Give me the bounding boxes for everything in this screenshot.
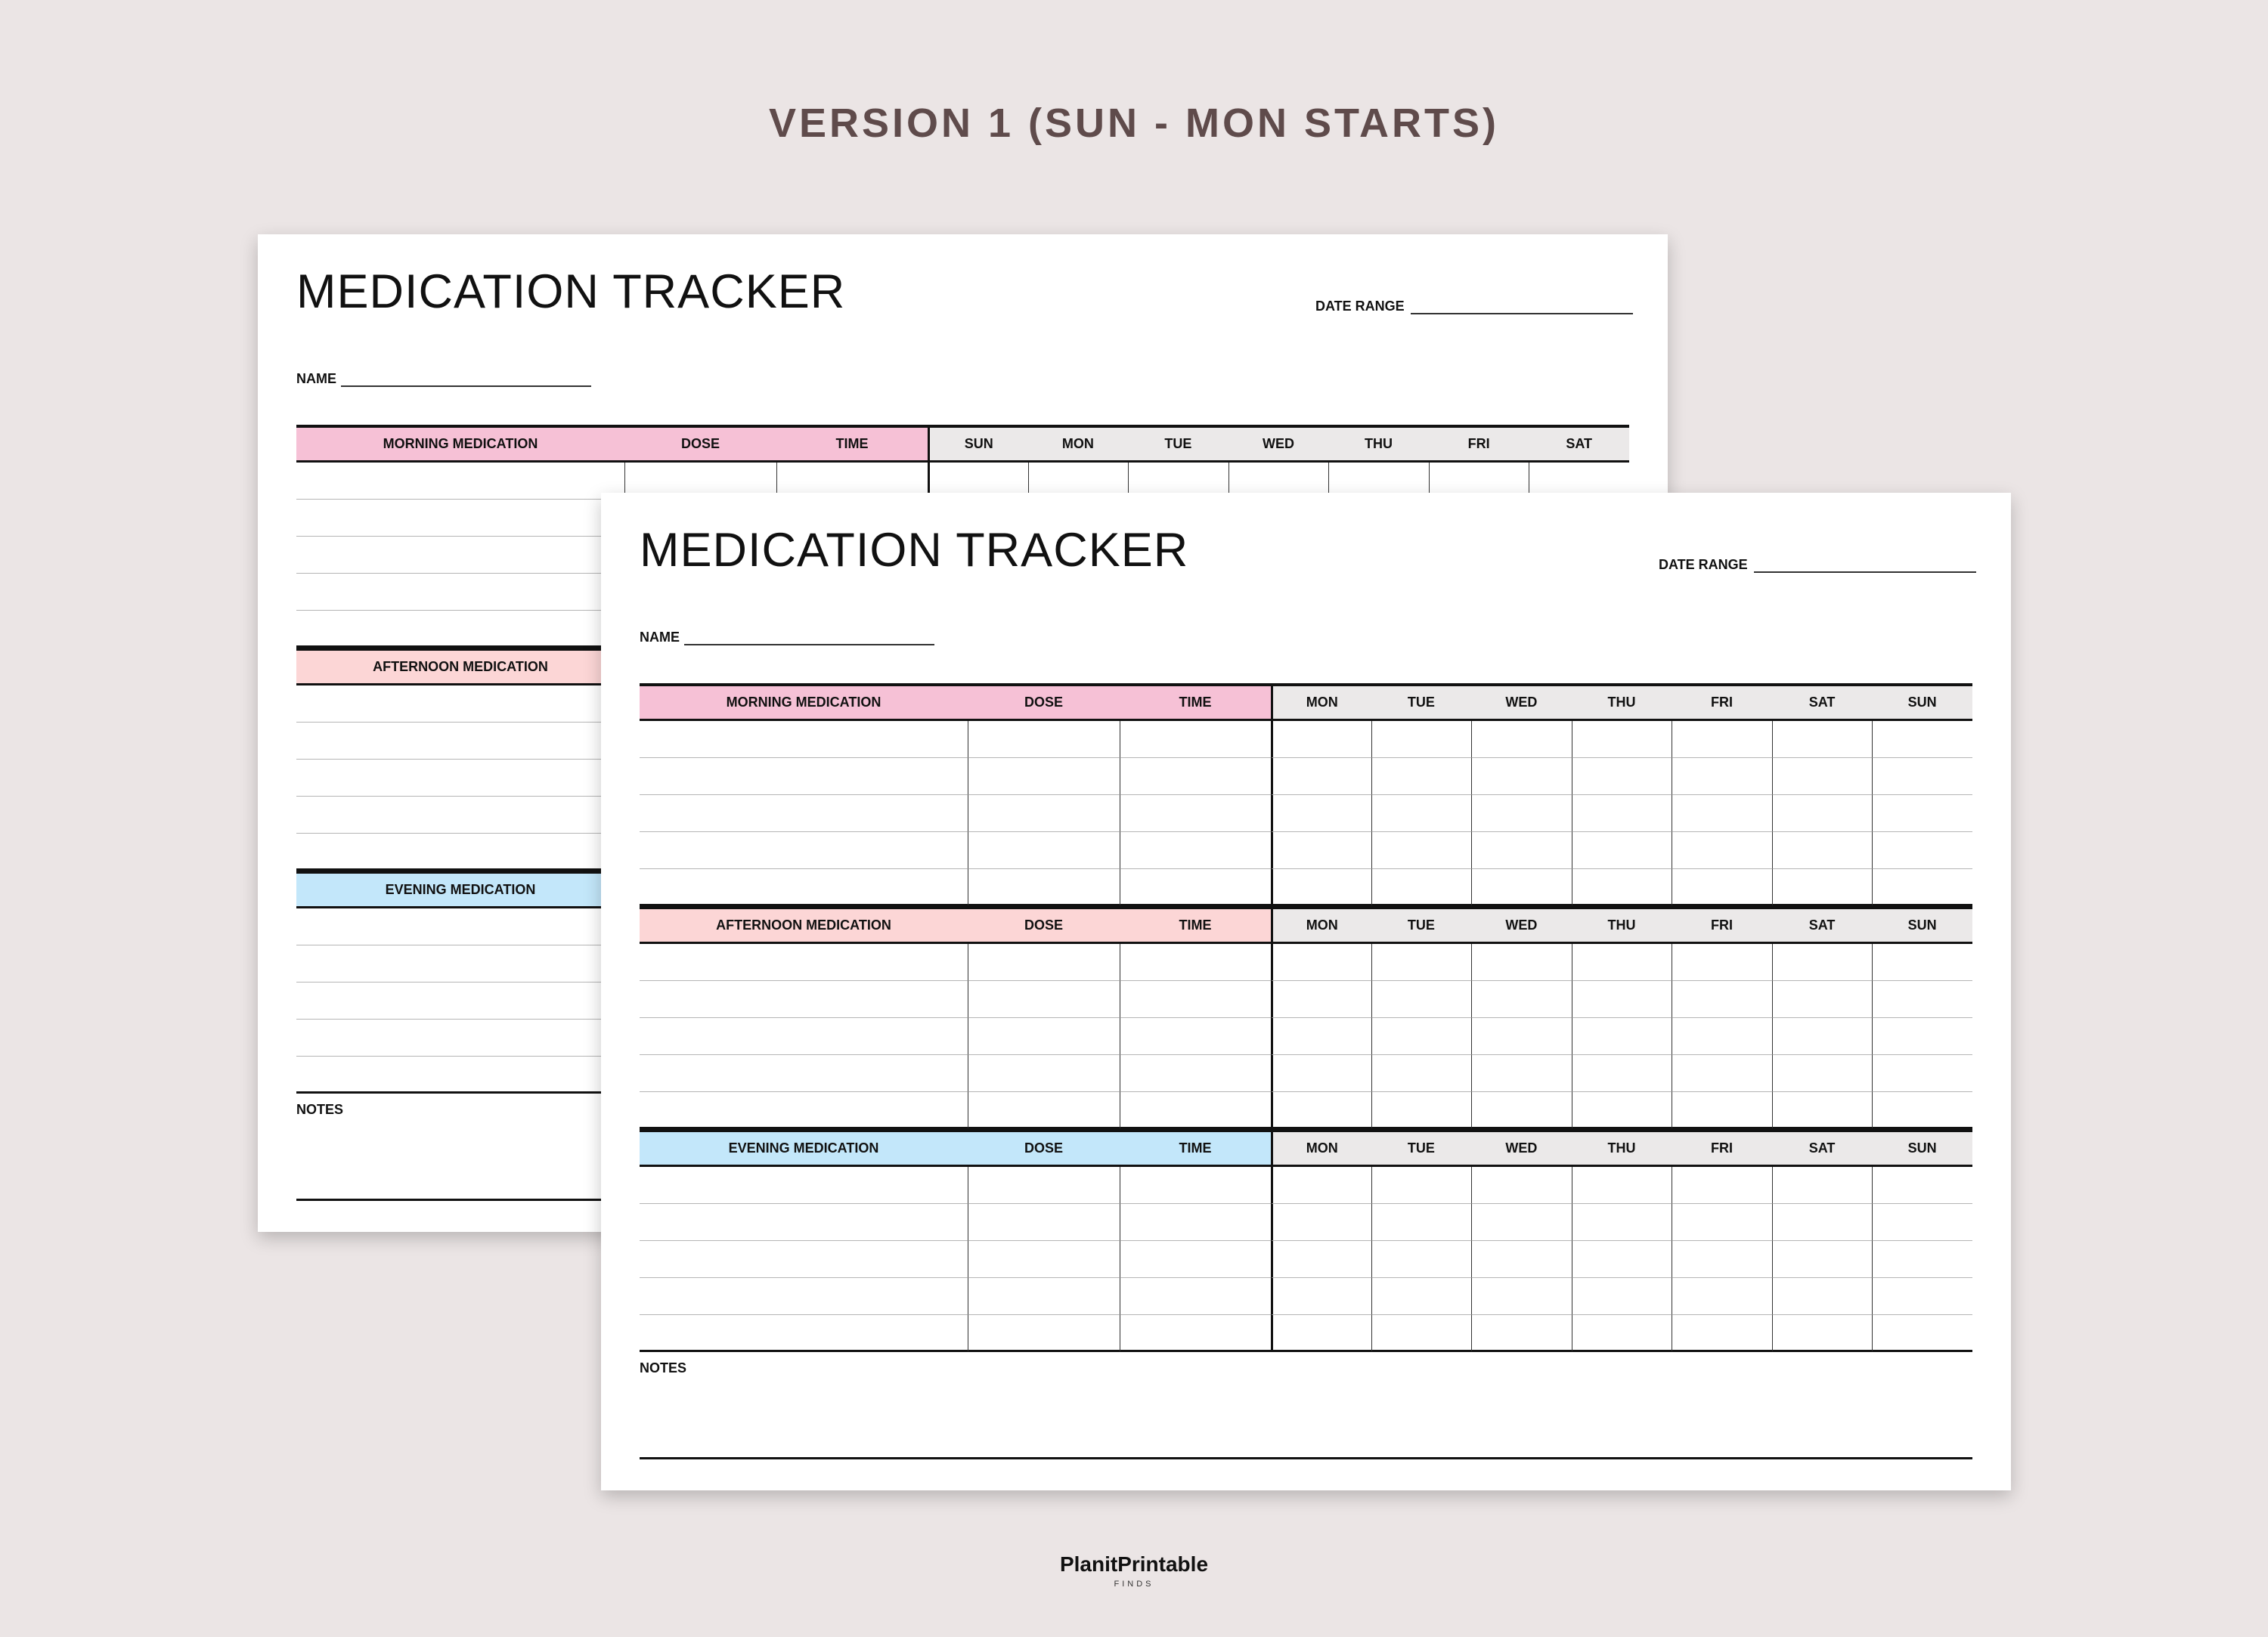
dose-cell[interactable] — [968, 944, 1120, 981]
page-headline: VERSION 1 (SUN - MON STARTS) — [768, 101, 1500, 146]
day-checkbox-cell[interactable] — [1772, 1092, 1873, 1129]
day-checkbox-cell[interactable] — [1872, 1167, 1972, 1204]
day-header: THU — [1572, 1129, 1672, 1167]
day-checkbox-cell[interactable] — [1371, 1055, 1472, 1092]
day-checkbox-cell[interactable] — [1672, 1278, 1772, 1315]
day-checkbox-cell[interactable] — [1271, 1241, 1371, 1278]
medication-name-cell[interactable] — [640, 944, 968, 981]
day-checkbox-cell[interactable] — [1572, 981, 1672, 1018]
time-cell[interactable] — [1120, 1315, 1271, 1352]
day-checkbox-cell[interactable] — [1772, 1315, 1873, 1352]
day-checkbox-cell[interactable] — [1371, 981, 1472, 1018]
day-checkbox-cell[interactable] — [1572, 1315, 1672, 1352]
day-checkbox-cell[interactable] — [1772, 944, 1873, 981]
day-checkbox-cell[interactable] — [1371, 795, 1472, 832]
tracker-sheet-mon-start — [601, 493, 2011, 1490]
day-header: SUN — [1872, 906, 1972, 944]
day-checkbox-cell[interactable] — [1872, 1055, 1972, 1092]
day-checkbox-cell[interactable] — [1672, 944, 1772, 981]
name-field — [296, 364, 591, 387]
time-cell[interactable] — [1120, 758, 1271, 795]
day-header: SAT — [1529, 425, 1629, 463]
dose-cell[interactable] — [968, 981, 1120, 1018]
day-checkbox-cell[interactable] — [1772, 795, 1873, 832]
medication-name-cell[interactable] — [640, 832, 968, 869]
day-header: SUN — [1872, 683, 1972, 721]
day-checkbox-cell[interactable] — [1471, 981, 1572, 1018]
day-header: MON — [1271, 683, 1371, 721]
dose-cell[interactable] — [968, 869, 1120, 906]
day-checkbox-cell[interactable] — [1572, 832, 1672, 869]
day-header: WED — [1471, 1129, 1572, 1167]
section-header-label: MORNING MEDICATION — [296, 425, 624, 463]
day-header: WED — [1228, 425, 1329, 463]
day-checkbox-cell[interactable] — [1371, 1167, 1472, 1204]
day-checkbox-cell[interactable] — [1872, 832, 1972, 869]
dose-header: DOSE — [968, 683, 1120, 721]
date-range-input-line[interactable] — [1411, 298, 1633, 314]
dose-cell[interactable] — [968, 758, 1120, 795]
section-header-label: AFTERNOON MEDICATION — [296, 648, 624, 685]
medication-name-cell[interactable] — [640, 1241, 968, 1278]
medication-name-cell[interactable] — [296, 908, 624, 945]
day-checkbox-cell[interactable] — [1872, 1278, 1972, 1315]
day-checkbox-cell[interactable] — [1271, 795, 1371, 832]
day-checkbox-cell[interactable] — [1772, 1055, 1873, 1092]
medication-name-cell[interactable] — [296, 760, 624, 797]
day-checkbox-cell[interactable] — [1572, 758, 1672, 795]
day-checkbox-cell[interactable] — [1772, 1204, 1873, 1241]
day-header: FRI — [1672, 906, 1772, 944]
day-checkbox-cell[interactable] — [1672, 1092, 1772, 1129]
medication-name-cell[interactable] — [296, 797, 624, 834]
day-checkbox-cell[interactable] — [1371, 1241, 1472, 1278]
dose-cell[interactable] — [968, 1092, 1120, 1129]
medication-name-cell[interactable] — [640, 1204, 968, 1241]
dose-header: DOSE — [624, 425, 776, 463]
day-checkbox-cell[interactable] — [1471, 721, 1572, 758]
day-header: TUE — [1128, 425, 1228, 463]
time-cell[interactable] — [1120, 721, 1271, 758]
day-checkbox-cell[interactable] — [1872, 1204, 1972, 1241]
time-cell[interactable] — [1120, 1278, 1271, 1315]
day-checkbox-cell[interactable] — [1271, 832, 1371, 869]
dose-cell[interactable] — [968, 795, 1120, 832]
day-checkbox-cell[interactable] — [1371, 1018, 1472, 1055]
day-checkbox-cell[interactable] — [1371, 944, 1472, 981]
date-range-label: DATE RANGE — [1659, 557, 1748, 572]
day-checkbox-cell[interactable] — [1271, 1278, 1371, 1315]
day-header: MON — [1028, 425, 1129, 463]
time-cell[interactable] — [1120, 832, 1271, 869]
day-checkbox-cell[interactable] — [1772, 832, 1873, 869]
date-range-label: DATE RANGE — [1315, 299, 1405, 314]
medication-name-cell[interactable] — [296, 945, 624, 983]
date-range-field — [1659, 550, 1976, 573]
notes-label: NOTES — [640, 1360, 687, 1376]
day-checkbox-cell[interactable] — [1572, 1278, 1672, 1315]
day-checkbox-cell[interactable] — [1772, 758, 1873, 795]
day-checkbox-cell[interactable] — [1471, 758, 1572, 795]
time-header: TIME — [1120, 906, 1271, 944]
day-checkbox-cell[interactable] — [1371, 1092, 1472, 1129]
day-checkbox-cell[interactable] — [1572, 944, 1672, 981]
day-header: FRI — [1672, 1129, 1772, 1167]
notes-area[interactable] — [640, 1457, 1972, 1459]
day-header: TUE — [1371, 683, 1472, 721]
day-checkbox-cell[interactable] — [1872, 869, 1972, 906]
day-header: THU — [1328, 425, 1429, 463]
date-range-field — [1315, 292, 1633, 314]
day-checkbox-cell[interactable] — [1572, 1055, 1672, 1092]
dose-header: DOSE — [968, 1129, 1120, 1167]
day-checkbox-cell[interactable] — [1672, 832, 1772, 869]
time-header: TIME — [1120, 1129, 1271, 1167]
day-checkbox-cell[interactable] — [1471, 1018, 1572, 1055]
medication-name-cell[interactable] — [640, 869, 968, 906]
day-checkbox-cell[interactable] — [1471, 795, 1572, 832]
day-checkbox-cell[interactable] — [1572, 869, 1672, 906]
time-header: TIME — [1120, 683, 1271, 721]
day-checkbox-cell[interactable] — [1271, 1167, 1371, 1204]
medication-name-cell[interactable] — [640, 1092, 968, 1129]
day-checkbox-cell[interactable] — [1371, 1315, 1472, 1352]
day-checkbox-cell[interactable] — [1572, 1204, 1672, 1241]
day-checkbox-cell[interactable] — [1371, 832, 1472, 869]
day-checkbox-cell[interactable] — [1772, 1241, 1873, 1278]
day-checkbox-cell[interactable] — [1872, 1241, 1972, 1278]
day-checkbox-cell[interactable] — [1371, 1278, 1472, 1315]
day-header: WED — [1471, 683, 1572, 721]
time-cell[interactable] — [1120, 944, 1271, 981]
dose-header: DOSE — [968, 906, 1120, 944]
medication-name-cell[interactable] — [640, 1167, 968, 1204]
day-checkbox-cell[interactable] — [1471, 1167, 1572, 1204]
day-checkbox-cell[interactable] — [1471, 1055, 1572, 1092]
medication-name-cell[interactable] — [640, 1315, 968, 1352]
day-checkbox-cell[interactable] — [1872, 1018, 1972, 1055]
day-checkbox-cell[interactable] — [1672, 1241, 1772, 1278]
day-checkbox-cell[interactable] — [1872, 795, 1972, 832]
medication-name-cell[interactable] — [296, 983, 624, 1020]
day-checkbox-cell[interactable] — [1471, 832, 1572, 869]
day-header: MON — [1271, 906, 1371, 944]
day-checkbox-cell[interactable] — [1672, 1167, 1772, 1204]
day-checkbox-cell[interactable] — [1772, 1018, 1873, 1055]
time-cell[interactable] — [1120, 869, 1271, 906]
day-checkbox-cell[interactable] — [1471, 1278, 1572, 1315]
dose-cell[interactable] — [968, 832, 1120, 869]
name-input-line[interactable] — [341, 370, 591, 387]
day-checkbox-cell[interactable] — [1672, 1055, 1772, 1092]
day-checkbox-cell[interactable] — [1672, 795, 1772, 832]
day-checkbox-cell[interactable] — [1672, 758, 1772, 795]
day-checkbox-cell[interactable] — [1672, 1204, 1772, 1241]
day-checkbox-cell[interactable] — [1772, 869, 1873, 906]
medication-name-cell[interactable] — [640, 1055, 968, 1092]
day-checkbox-cell[interactable] — [1572, 721, 1672, 758]
day-checkbox-cell[interactable] — [1271, 869, 1371, 906]
day-checkbox-cell[interactable] — [1271, 1092, 1371, 1129]
medication-name-cell[interactable] — [296, 834, 624, 871]
day-checkbox-cell[interactable] — [1471, 1092, 1572, 1129]
day-header: TUE — [1371, 1129, 1472, 1167]
medication-name-cell[interactable] — [296, 1057, 624, 1094]
time-cell[interactable] — [1120, 795, 1271, 832]
medication-name-cell[interactable] — [640, 1018, 968, 1055]
day-checkbox-cell[interactable] — [1572, 1018, 1672, 1055]
day-checkbox-cell[interactable] — [1271, 1204, 1371, 1241]
medication-name-cell[interactable] — [640, 758, 968, 795]
time-cell[interactable] — [1120, 1204, 1271, 1241]
day-checkbox-cell[interactable] — [1772, 721, 1873, 758]
medication-name-cell[interactable] — [640, 1278, 968, 1315]
day-header: THU — [1572, 906, 1672, 944]
section-header-label: EVENING MEDICATION — [296, 871, 624, 908]
day-checkbox-cell[interactable] — [1772, 981, 1873, 1018]
day-checkbox-cell[interactable] — [1772, 1278, 1873, 1315]
medication-name-cell[interactable] — [296, 463, 624, 500]
day-checkbox-cell[interactable] — [1872, 981, 1972, 1018]
day-checkbox-cell[interactable] — [1572, 1167, 1672, 1204]
section-header-label: AFTERNOON MEDICATION — [640, 906, 968, 944]
dose-cell[interactable] — [968, 1241, 1120, 1278]
day-header: SUN — [928, 425, 1028, 463]
day-checkbox-cell[interactable] — [1572, 795, 1672, 832]
time-header: TIME — [776, 425, 928, 463]
dose-cell[interactable] — [968, 1167, 1120, 1204]
dose-cell[interactable] — [968, 1055, 1120, 1092]
medication-name-cell[interactable] — [296, 574, 624, 611]
tracker-title: MEDICATION TRACKER — [640, 524, 1189, 577]
day-header: SUN — [1872, 1129, 1972, 1167]
day-checkbox-cell[interactable] — [1872, 944, 1972, 981]
time-cell[interactable] — [1120, 1167, 1271, 1204]
time-cell[interactable] — [1120, 1092, 1271, 1129]
date-range-input-line[interactable] — [1754, 556, 1976, 573]
brand-subtitle: FINDS — [1114, 1580, 1154, 1589]
day-checkbox-cell[interactable] — [1371, 869, 1472, 906]
day-checkbox-cell[interactable] — [1371, 1204, 1472, 1241]
dose-cell[interactable] — [968, 1278, 1120, 1315]
dose-cell[interactable] — [968, 1204, 1120, 1241]
day-header: WED — [1471, 906, 1572, 944]
day-checkbox-cell[interactable] — [1371, 721, 1472, 758]
day-header: SAT — [1772, 683, 1873, 721]
day-header: MON — [1271, 1129, 1371, 1167]
day-checkbox-cell[interactable] — [1672, 869, 1772, 906]
day-checkbox-cell[interactable] — [1872, 721, 1972, 758]
day-checkbox-cell[interactable] — [1672, 981, 1772, 1018]
day-checkbox-cell[interactable] — [1872, 1092, 1972, 1129]
brand-logo — [0, 1552, 2268, 1589]
name-label: NAME — [296, 371, 336, 386]
medication-name-cell[interactable] — [296, 500, 624, 537]
day-header: THU — [1572, 683, 1672, 721]
day-checkbox-cell[interactable] — [1572, 1092, 1672, 1129]
medication-name-cell[interactable] — [296, 723, 624, 760]
day-checkbox-cell[interactable] — [1772, 1167, 1873, 1204]
time-cell[interactable] — [1120, 1241, 1271, 1278]
day-checkbox-cell[interactable] — [1271, 944, 1371, 981]
dose-cell[interactable] — [968, 1315, 1120, 1352]
day-checkbox-cell[interactable] — [1471, 944, 1572, 981]
day-checkbox-cell[interactable] — [1471, 1315, 1572, 1352]
day-header: FRI — [1672, 683, 1772, 721]
day-checkbox-cell[interactable] — [1271, 1018, 1371, 1055]
day-checkbox-cell[interactable] — [1872, 1315, 1972, 1352]
name-field — [640, 623, 934, 645]
section-header-label: EVENING MEDICATION — [640, 1129, 968, 1167]
day-header: TUE — [1371, 906, 1472, 944]
day-checkbox-cell[interactable] — [1271, 1055, 1371, 1092]
name-input-line[interactable] — [684, 629, 934, 645]
day-checkbox-cell[interactable] — [1672, 721, 1772, 758]
day-checkbox-cell[interactable] — [1271, 758, 1371, 795]
brand-name: PlanitPrintable — [1059, 1552, 1209, 1576]
dose-cell[interactable] — [968, 1018, 1120, 1055]
tracker-title: MEDICATION TRACKER — [296, 265, 846, 318]
medication-name-cell[interactable] — [296, 537, 624, 574]
time-cell[interactable] — [1120, 1055, 1271, 1092]
medication-name-cell[interactable] — [640, 981, 968, 1018]
day-header: SAT — [1772, 906, 1873, 944]
dose-cell[interactable] — [968, 721, 1120, 758]
medication-name-cell[interactable] — [640, 795, 968, 832]
day-checkbox-cell[interactable] — [1672, 1018, 1772, 1055]
medication-name-cell[interactable] — [296, 685, 624, 723]
day-checkbox-cell[interactable] — [1371, 758, 1472, 795]
day-checkbox-cell[interactable] — [1271, 721, 1371, 758]
medication-name-cell[interactable] — [640, 721, 968, 758]
medication-name-cell[interactable] — [296, 1020, 624, 1057]
time-cell[interactable] — [1120, 1018, 1271, 1055]
day-checkbox-cell[interactable] — [1271, 1315, 1371, 1352]
day-checkbox-cell[interactable] — [1471, 1204, 1572, 1241]
notes-label: NOTES — [296, 1102, 344, 1117]
section-header-label: MORNING MEDICATION — [640, 683, 968, 721]
day-checkbox-cell[interactable] — [1471, 1241, 1572, 1278]
day-checkbox-cell[interactable] — [1672, 1315, 1772, 1352]
medication-name-cell[interactable] — [296, 611, 624, 648]
day-checkbox-cell[interactable] — [1572, 1241, 1672, 1278]
day-checkbox-cell[interactable] — [1471, 869, 1572, 906]
time-cell[interactable] — [1120, 981, 1271, 1018]
day-checkbox-cell[interactable] — [1872, 758, 1972, 795]
day-checkbox-cell[interactable] — [1271, 981, 1371, 1018]
medication-grid — [640, 683, 1972, 1352]
name-label: NAME — [640, 630, 680, 645]
day-header: SAT — [1772, 1129, 1873, 1167]
day-header: FRI — [1429, 425, 1529, 463]
